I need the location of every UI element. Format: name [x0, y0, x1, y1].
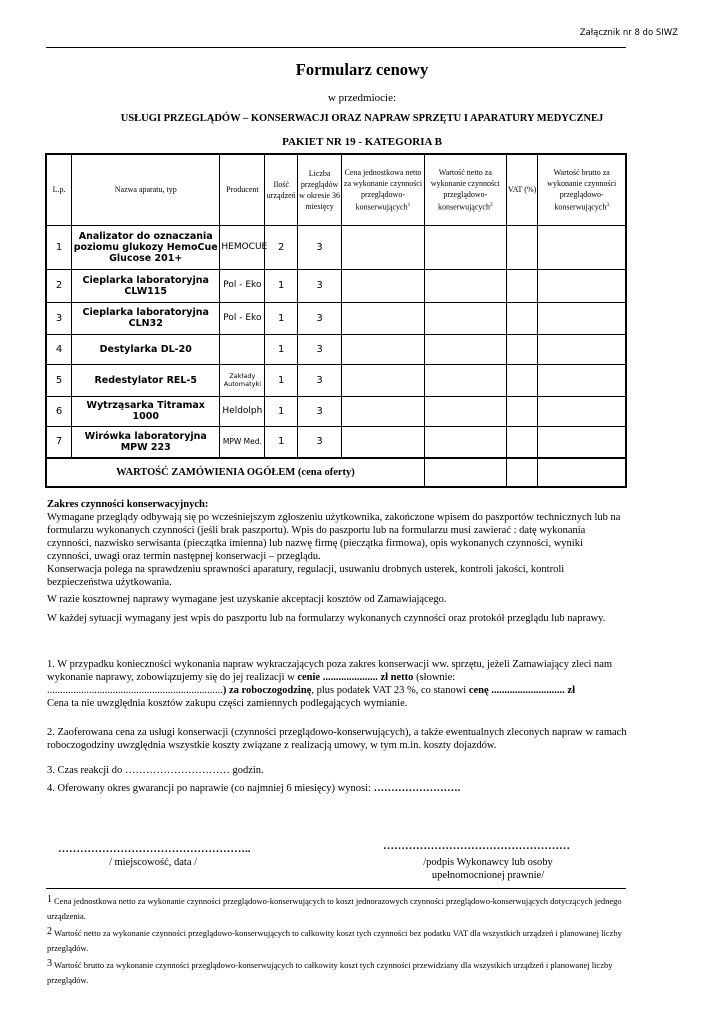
row-lp: 6: [46, 396, 72, 426]
price-table: [45, 153, 627, 488]
row-device-name: Wirówka laboratoryjna MPW 223: [72, 426, 220, 458]
header-net-value-text: Wartość netto za wykonanie czynności przeglądowo-konserwujących: [430, 167, 500, 212]
header-name: Nazwa aparatu, typ: [72, 154, 220, 225]
row-unit-price-cell[interactable]: [342, 364, 425, 396]
row-net-value-cell[interactable]: [424, 269, 506, 302]
row-lp: 1: [46, 225, 72, 269]
row-gross-value-cell[interactable]: [538, 269, 626, 302]
row-device-name: Analizator do oznaczania poziomu glukozy HemoCue Glucose 201+: [72, 225, 220, 269]
point-1-netto-label: zł netto: [380, 672, 414, 683]
row-vat-cell[interactable]: [506, 302, 538, 334]
signature-caption-line: upełnomocnionej prawnie/: [431, 870, 545, 881]
row-qty: 1: [265, 302, 298, 334]
form-title: Formularz cenowy: [295, 60, 429, 79]
row-lp: 3: [46, 302, 72, 334]
row-lp: 2: [46, 269, 72, 302]
row-unit-price-cell[interactable]: [342, 334, 425, 364]
row-qty: 2: [265, 225, 298, 269]
scope-paragraph: Wymagane przeglądy odbywają się po wcześniejszym zgłoszeniu użytkownika, zakończone wpisem do paszportów technicznych lub na formularzu wykonanych czynności (jeśli brak paszportu). Wpis do paszportu lub na formularzu musi zawierać : datę wykonania czynności, nazwisko serwisanta (pieczątka imienna) lub nazwę firmę (pieczątka firmowa), opis wykonanych czynności, wyniki czynności, uwagi oraz termin następnej konserwacji – przeglądu.: [47, 512, 621, 562]
row-device-name: Destylarka DL-20: [72, 334, 220, 364]
row-vat-cell[interactable]: [506, 396, 538, 426]
scope-paragraph: Konserwacja polega na sprawdzeniu sprawności aparatury, regulacji, usuwaniu drobnych usterek, kontroli jakości, kontroli bezpieczeństwa użytkowania.: [47, 564, 565, 588]
row-gross-value-cell[interactable]: [538, 302, 626, 334]
footnote-text: Cena jednostkowa netto za wykonanie czynności przeglądowo-konserwujących to koszt jednorazowych czynności przeglądowo-konserwujących dotyczących jednego urządzenia.: [47, 896, 622, 921]
total-vat-cell[interactable]: [506, 458, 538, 487]
footnote: [47, 956, 627, 988]
point-4-text: 4. Oferowany okres gwarancji po naprawie (co najmniej 6 miesięcy) wynosi:: [47, 783, 374, 794]
point-1-intro: 1. W przypadku konieczności wykonania napraw wykraczających poza zakres konserwacji ww. sprzętu, jeżeli Zamawiający zleci nam wykonanie naprawy, zobowiązujemy się do jej realizacji w: [47, 659, 613, 683]
table-row: [46, 396, 626, 426]
row-inspections: 3: [298, 269, 342, 302]
row-producer: Zakłady Automatyki: [220, 364, 265, 396]
total-gross-value-cell[interactable]: [538, 458, 626, 487]
header-net-value-sup: 2: [489, 201, 493, 208]
row-unit-price-cell[interactable]: [342, 426, 425, 458]
row-lp: 4: [46, 334, 72, 364]
row-device-name: Redestylator REL-5: [72, 364, 220, 396]
header-inspections: Liczba przeglądów w okresie 36 miesięcy: [298, 154, 342, 225]
footnote: [47, 892, 627, 924]
signature-caption: [383, 856, 593, 882]
footnote-number: 1: [47, 894, 52, 905]
place-date-caption: / miejscowość, data /: [108, 857, 198, 868]
row-unit-price-cell[interactable]: [342, 302, 425, 334]
row-unit-price-cell[interactable]: [342, 396, 425, 426]
point-3[interactable]: 3. Czas reakcji do ………………………… godzin.: [47, 765, 264, 776]
row-producer: [220, 334, 265, 364]
row-producer: Pol - Eko: [220, 269, 265, 302]
row-net-value-cell[interactable]: [424, 225, 506, 269]
total-label: WARTOŚĆ ZAMÓWIENIA OGÓŁEM (cena oferty): [46, 458, 424, 487]
row-vat-cell[interactable]: [506, 364, 538, 396]
row-qty: 1: [265, 396, 298, 426]
footnote-text: Wartość brutto za wykonanie czynności przeglądowo-konserwujących to całkowity koszt tych czynności przewidziany dla wszystkich urządzeń i planowanej liczby przeglądów.: [47, 960, 613, 985]
row-net-value-cell[interactable]: [424, 302, 506, 334]
row-producer: Heldolph: [220, 396, 265, 426]
point-1-note: Cena ta nie uwzględnia kosztów zakupu części zamiennych podlegających wymianie.: [47, 698, 408, 709]
row-vat-cell[interactable]: [506, 426, 538, 458]
row-gross-value-cell[interactable]: [538, 334, 626, 364]
point-1-slownie: (słownie:: [413, 672, 456, 683]
row-lp: 5: [46, 364, 72, 396]
row-net-value-cell[interactable]: [424, 396, 506, 426]
row-qty: 1: [265, 334, 298, 364]
point-1-man-hour: ) za roboczogodzinę: [222, 685, 312, 696]
point-1: [47, 658, 627, 710]
price-in-words-field[interactable]: ...................................................................: [47, 685, 223, 696]
row-vat-cell[interactable]: [506, 269, 538, 302]
footnote-text: Wartość netto za wykonanie czynności przeglądowo-konserwujących to całkowity koszt tych czynności bez podatku VAT dla wszystkich urządzeń i planowanej liczby przeglądów.: [47, 928, 622, 953]
scope-paragraph: W każdej sytuacji wymagany jest wpis do paszportu lub na formularzy wykonanych czynności oraz protokół przeglądu lub naprawy.: [47, 613, 606, 624]
package-title: PAKIET NR 19 - KATEGORIA B: [282, 136, 442, 148]
table-row: [46, 426, 626, 458]
point-1-vat-text: , plus podatek VAT 23 %, co stanowi: [311, 685, 469, 696]
row-net-value-cell[interactable]: [424, 334, 506, 364]
header-gross-value: [538, 154, 626, 225]
table-row: [46, 364, 626, 396]
header-qty: Ilość urządzeń: [265, 154, 298, 225]
attachment-note: Załącznik nr 8 do SIWZ: [579, 28, 678, 38]
row-gross-value-cell[interactable]: [538, 396, 626, 426]
signature-caption-line: /podpis Wykonawcy lub osoby: [423, 857, 553, 868]
header-vat: VAT (%): [506, 154, 538, 225]
row-unit-price-cell[interactable]: [342, 269, 425, 302]
row-device-name: Wytrząsarka Titramax 1000: [72, 396, 220, 426]
footnote-divider: [46, 888, 626, 889]
point-4: [47, 782, 627, 795]
scope-paragraph: W razie kosztownej naprawy wymagane jest uzyskanie akceptacji kosztów od Zamawiającego.: [47, 594, 447, 605]
row-inspections: 3: [298, 364, 342, 396]
header-net-value: [424, 154, 506, 225]
row-qty: 1: [265, 364, 298, 396]
total-net-value-cell[interactable]: [424, 458, 506, 487]
row-net-value-cell[interactable]: [424, 426, 506, 458]
total-row: [46, 458, 626, 487]
footnote-number: 3: [47, 958, 52, 969]
row-gross-value-cell[interactable]: [538, 364, 626, 396]
row-device-name: Cieplarka laboratoryjna CLN32: [72, 302, 220, 334]
subject-label: w przedmiocie:: [327, 92, 397, 104]
header-gross-value-text: Wartość brutto za wykonanie czynności przeglądowo-konserwujących: [547, 167, 617, 212]
row-inspections: 3: [298, 302, 342, 334]
scope-heading: Zakres czynności konserwacyjnych:: [47, 499, 209, 510]
row-inspections: 3: [298, 225, 342, 269]
header-unit-price-sup: 1: [407, 201, 411, 208]
signature-field[interactable]: ……………………………………………: [383, 840, 570, 852]
top-divider: [46, 47, 626, 48]
row-qty: 1: [265, 269, 298, 302]
row-producer: Pol - Eko: [220, 302, 265, 334]
footnote: [47, 924, 627, 956]
services-title: USŁUGI PRZEGLĄDÓW – KONSERWACJI ORAZ NAPRAW SPRZĘTU I APARATURY MEDYCZNEJ: [120, 113, 604, 124]
row-vat-cell[interactable]: [506, 225, 538, 269]
row-gross-value-cell[interactable]: [538, 426, 626, 458]
gross-price-field[interactable]: ............................ zł: [488, 685, 575, 696]
header-gross-value-sup: 3: [606, 201, 610, 208]
table-row: [46, 225, 626, 269]
row-inspections: 3: [298, 396, 342, 426]
row-lp: 7: [46, 426, 72, 458]
row-producer: MPW Med.: [220, 426, 265, 458]
header-unit-price: [342, 154, 425, 225]
point-1-text: [47, 658, 627, 697]
point-1-cena-label: cenie: [297, 672, 321, 683]
row-gross-value-cell[interactable]: [538, 225, 626, 269]
row-qty: 1: [265, 426, 298, 458]
row-net-value-cell[interactable]: [424, 364, 506, 396]
point-2: 2. Zaoferowana cena za usługi konserwacji (czynności przeglądowo-konserwujących), a także ewentualnych zleconych napraw w ramach roboczogodziny uwzględnia wszystkie koszty związane z realizacją umowy, w tym m.in. koszty dojazdów.: [47, 727, 627, 751]
row-inspections: 3: [298, 334, 342, 364]
header-producer: Producent: [220, 154, 265, 225]
table-row: [46, 302, 626, 334]
net-price-field[interactable]: .....................: [320, 672, 381, 683]
point-1-cene-label: cenę: [468, 685, 489, 696]
header-lp: L.p.: [46, 154, 72, 225]
footnote-number: 2: [47, 926, 52, 937]
row-producer: HEMOCUE: [220, 225, 265, 269]
row-inspections: 3: [298, 426, 342, 458]
row-device-name: Cieplarka laboratoryjna CLW115: [72, 269, 220, 302]
scope-section: [47, 498, 627, 625]
row-unit-price-cell[interactable]: [342, 225, 425, 269]
header-unit-price-text: Cena jednostkowa netto za wykonanie czynności przeglądowo-konserwujących: [343, 167, 423, 212]
warranty-field[interactable]: …………………….: [373, 783, 461, 794]
table-header-row: [46, 154, 626, 225]
row-vat-cell[interactable]: [506, 334, 538, 364]
table-row: [46, 269, 626, 302]
place-date-field[interactable]: ……………………………………………..: [58, 843, 251, 855]
table-row: [46, 334, 626, 364]
